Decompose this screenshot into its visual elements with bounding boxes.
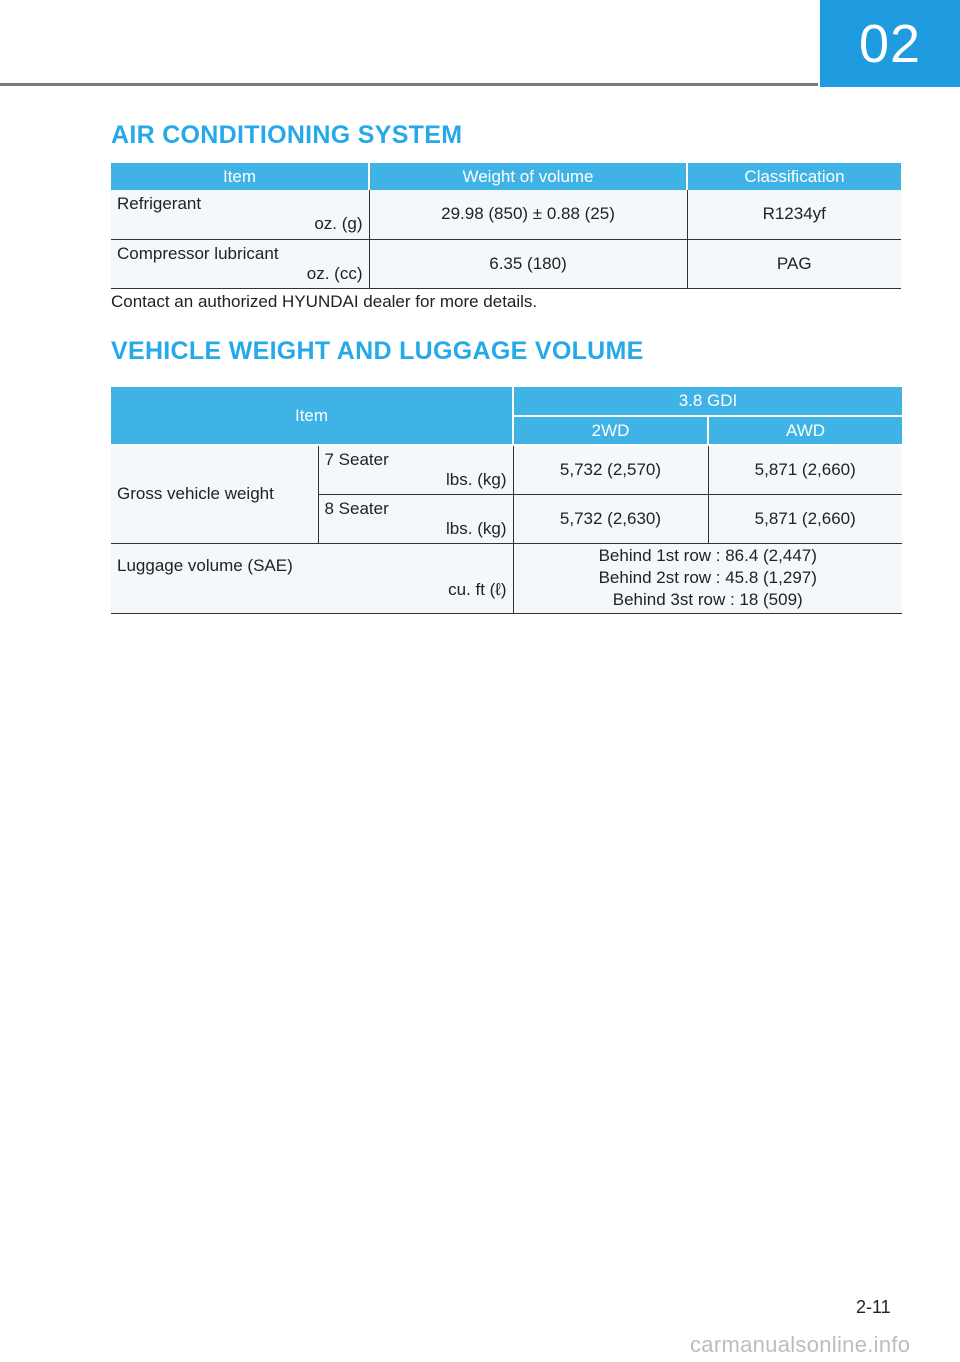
- luggage-line: Behind 1st row : 86.4 (2,447): [598, 546, 817, 565]
- vw-col-item: Item: [111, 387, 513, 445]
- ac-item-unit: oz. (cc): [306, 263, 363, 283]
- page-number: 2-11: [856, 1297, 891, 1317]
- gvw-label: Gross vehicle weight: [111, 445, 318, 543]
- seater-unit: lbs. (kg): [446, 469, 507, 489]
- ac-section-title: AIR CONDITIONING SYSTEM: [111, 121, 463, 149]
- luggage-line: Behind 3st row : 18 (509): [612, 590, 803, 609]
- gvw-awd-cell: 5,871 (2,660): [708, 445, 902, 494]
- seater-cell: [318, 445, 513, 494]
- vw-header-row-1: [111, 387, 902, 416]
- ac-col-weight: Weight of volume: [369, 163, 687, 190]
- ac-classification-cell: R1234yf: [687, 190, 901, 239]
- vw-col-engine: 3.8 GDI: [513, 387, 902, 416]
- table-row: [111, 445, 902, 494]
- table-row: [111, 239, 901, 288]
- vw-col-awd: AWD: [708, 416, 902, 445]
- watermark: carmanualsonline.info: [690, 1332, 911, 1357]
- table-row: [111, 190, 901, 239]
- ac-classification-cell: PAG: [687, 239, 901, 288]
- gvw-2wd-cell: 5,732 (2,570): [513, 445, 708, 494]
- ac-item-name: Refrigerant: [117, 194, 202, 214]
- ac-weight-cell: 29.98 (850) ± 0.88 (25): [369, 190, 687, 239]
- seater-label: 8 Seater: [324, 498, 389, 518]
- vw-section-title: VEHICLE WEIGHT AND LUGGAGE VOLUME: [111, 337, 644, 365]
- ac-note: Contact an authorized HYUNDAI dealer for more details.: [111, 292, 538, 311]
- vw-col-2wd: 2WD: [513, 416, 708, 445]
- luggage-cell: [111, 543, 513, 613]
- ac-item-cell: [111, 239, 369, 288]
- chapter-tab: 02: [820, 0, 960, 87]
- header-rule: [0, 83, 818, 86]
- luggage-label: Luggage volume (SAE): [117, 556, 293, 575]
- ac-weight-cell: 6.35 (180): [369, 239, 687, 288]
- gvw-awd-cell: 5,871 (2,660): [708, 494, 902, 543]
- ac-item-cell: [111, 190, 369, 239]
- ac-col-classification: Classification: [687, 163, 901, 190]
- luggage-values-cell: [513, 543, 902, 613]
- luggage-line: Behind 2st row : 45.8 (1,297): [598, 568, 817, 587]
- ac-col-item: Item: [111, 163, 369, 190]
- ac-table-header-row: [111, 163, 901, 190]
- ac-item-name: Compressor lubricant: [117, 243, 279, 263]
- vw-table: [111, 387, 902, 614]
- gvw-2wd-cell: 5,732 (2,630): [513, 494, 708, 543]
- seater-unit: lbs. (kg): [446, 518, 507, 538]
- seater-label: 7 Seater: [324, 449, 389, 469]
- table-row: [111, 543, 902, 613]
- ac-item-unit: oz. (g): [314, 214, 363, 234]
- seater-cell: [318, 494, 513, 543]
- luggage-unit: cu. ft (ℓ): [448, 580, 507, 599]
- ac-table: [111, 163, 901, 289]
